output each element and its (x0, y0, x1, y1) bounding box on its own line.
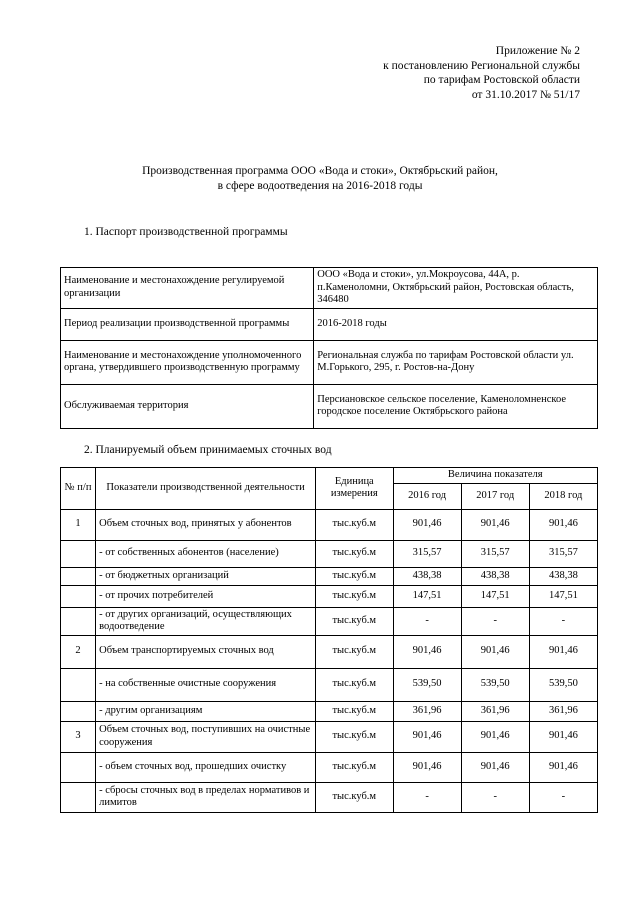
cell-name: - от других организаций, осуществляющих водоотведение (96, 607, 316, 635)
cell-name: - от собственных абонентов (население) (96, 540, 316, 567)
cell-num (61, 585, 96, 607)
table-row (61, 721, 598, 752)
cell-2018: 901,46 (529, 635, 597, 668)
cell-2018: 361,96 (529, 701, 597, 721)
title-line-1: Производственная программа ООО «Вода и стоки», Октябрьский район, (142, 165, 498, 177)
cell-name: - сбросы сточных вод в пределах нормативов и лимитов (96, 782, 316, 812)
cell-2016: - (393, 782, 461, 812)
cell-2017: 438,38 (461, 567, 529, 585)
cell-2018: 901,46 (529, 721, 597, 752)
cell-unit: тыс.куб.м (316, 607, 393, 635)
cell-name: - другим организациям (96, 701, 316, 721)
passport-value: Персиановское сельское поселение, Каменоломненское городское поселение Октябрьского района (314, 384, 598, 428)
cell-2016: 901,46 (393, 752, 461, 782)
header-2016: 2016 год (393, 483, 461, 509)
section-2-heading: 2. Планируемый объем принимаемых сточных вод (84, 444, 332, 456)
section-1-heading: 1. Паспорт производственной программы (84, 226, 288, 238)
cell-2017: 901,46 (461, 635, 529, 668)
cell-unit: тыс.куб.м (316, 585, 393, 607)
cell-2016: 539,50 (393, 668, 461, 701)
cell-unit: тыс.куб.м (316, 752, 393, 782)
cell-2018: 901,46 (529, 752, 597, 782)
passport-row (61, 384, 598, 428)
table-row (61, 782, 598, 812)
cell-unit: тыс.куб.м (316, 509, 393, 540)
cell-name: Объем транспортируемых сточных вод (96, 635, 316, 668)
appendix-header (383, 44, 580, 102)
cell-unit: тыс.куб.м (316, 635, 393, 668)
cell-2016: - (393, 607, 461, 635)
table-row (61, 607, 598, 635)
cell-2017: 901,46 (461, 752, 529, 782)
cell-2017: 539,50 (461, 668, 529, 701)
table-row (61, 540, 598, 567)
cell-2016: 361,96 (393, 701, 461, 721)
header-name: Показатели производственной деятельности (96, 468, 316, 510)
appendix-date: от 31.10.2017 № 51/17 (471, 88, 580, 101)
cell-unit: тыс.куб.м (316, 701, 393, 721)
passport-value: Региональная служба по тарифам Ростовской области ул. М.Горького, 295, г. Ростов-на-Дону (314, 340, 598, 384)
cell-unit: тыс.куб.м (316, 721, 393, 752)
cell-2018: 438,38 (529, 567, 597, 585)
cell-num (61, 782, 96, 812)
table-row (61, 567, 598, 585)
cell-2018: 315,57 (529, 540, 597, 567)
cell-2017: 147,51 (461, 585, 529, 607)
appendix-line-3: по тарифам Ростовской области (423, 74, 580, 86)
cell-2017: 315,57 (461, 540, 529, 567)
cell-unit: тыс.куб.м (316, 567, 393, 585)
cell-2016: 901,46 (393, 635, 461, 668)
cell-num (61, 752, 96, 782)
title-line-2: в сфере водоотведения на 2016-2018 годы (217, 180, 423, 192)
cell-unit: тыс.куб.м (316, 782, 393, 812)
cell-name: - объем сточных вод, прошедших очистку (96, 752, 316, 782)
passport-value: 2016-2018 годы (314, 308, 598, 340)
header-num: № п/п (61, 468, 96, 510)
document-title (0, 164, 640, 194)
cell-2017: 361,96 (461, 701, 529, 721)
cell-2016: 901,46 (393, 509, 461, 540)
appendix-number: Приложение № 2 (495, 45, 580, 57)
cell-2016: 438,38 (393, 567, 461, 585)
header-row (61, 468, 598, 484)
cell-2017: - (461, 782, 529, 812)
cell-num (61, 540, 96, 567)
cell-name: Объем сточных вод, принятых у абонентов (96, 509, 316, 540)
table-row (61, 701, 598, 721)
cell-unit: тыс.куб.м (316, 668, 393, 701)
passport-row (61, 308, 598, 340)
cell-num (61, 567, 96, 585)
cell-num (61, 607, 96, 635)
header-2018: 2018 год (529, 483, 597, 509)
table-row (61, 509, 598, 540)
cell-2016: 315,57 (393, 540, 461, 567)
volume-table (60, 467, 598, 813)
cell-2018: 901,46 (529, 509, 597, 540)
table-row (61, 635, 598, 668)
cell-num: 2 (61, 635, 96, 668)
table-row (61, 585, 598, 607)
cell-name: - от бюджетных организаций (96, 567, 316, 585)
cell-2017: 901,46 (461, 509, 529, 540)
cell-num (61, 701, 96, 721)
passport-row (61, 268, 598, 309)
cell-2018: 147,51 (529, 585, 597, 607)
passport-key: Период реализации производственной программы (61, 308, 314, 340)
cell-2017: - (461, 607, 529, 635)
header-unit: Единица измерения (316, 468, 393, 510)
cell-2016: 147,51 (393, 585, 461, 607)
header-2017: 2017 год (461, 483, 529, 509)
passport-row (61, 340, 598, 384)
passport-key: Наименование и местонахождение регулируемой организации (61, 268, 314, 309)
cell-2017: 901,46 (461, 721, 529, 752)
passport-key: Наименование и местонахождение уполномоченного органа, утвердившего производственную программу (61, 340, 314, 384)
header-value-group: Величина показателя (393, 468, 598, 484)
table-row (61, 668, 598, 701)
passport-key: Обслуживаемая территория (61, 384, 314, 428)
cell-2018: 539,50 (529, 668, 597, 701)
passport-value: ООО «Вода и стоки», ул.Мокроусова, 44А, р. п.Каменоломни, Октябрьский район, Ростовская область, 346480 (314, 268, 598, 309)
cell-name: Объем сточных вод, поступивших на очистные сооружения (96, 721, 316, 752)
cell-name: - на собственные очистные сооружения (96, 668, 316, 701)
cell-2018: - (529, 782, 597, 812)
appendix-line-2: к постановлению Региональной службы (383, 59, 580, 72)
cell-name: - от прочих потребителей (96, 585, 316, 607)
cell-2016: 901,46 (393, 721, 461, 752)
cell-2018: - (529, 607, 597, 635)
passport-table (60, 267, 598, 429)
cell-unit: тыс.куб.м (316, 540, 393, 567)
table-row (61, 752, 598, 782)
cell-num: 1 (61, 509, 96, 540)
cell-num (61, 668, 96, 701)
cell-num: 3 (61, 721, 96, 752)
